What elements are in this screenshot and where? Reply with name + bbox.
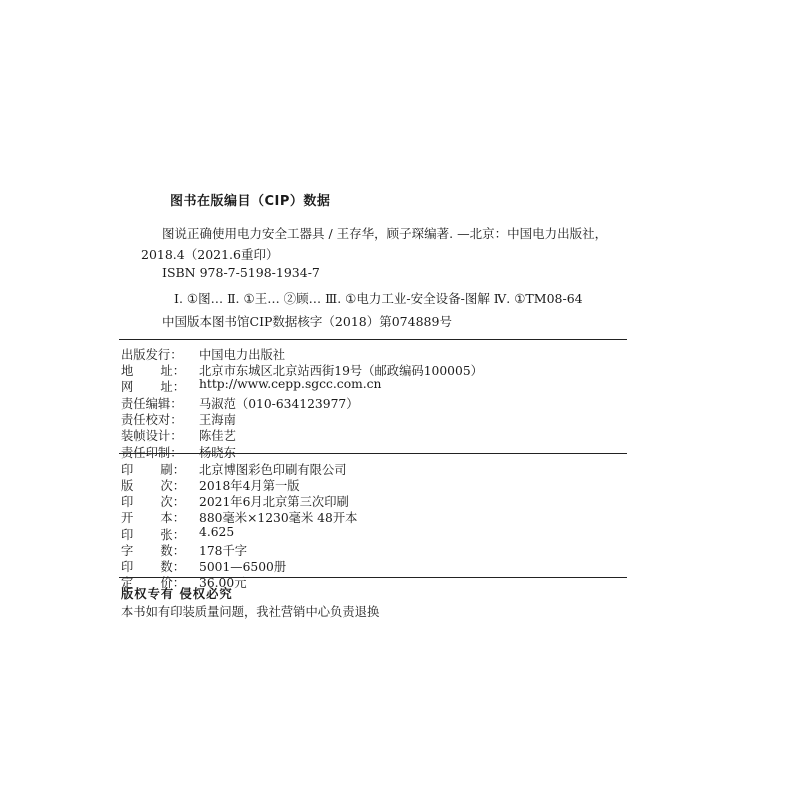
field-value: 880毫米×1230毫米 48开本 [199,511,358,525]
field-label: 印 张： [121,528,185,542]
rights-notice-title: 版权专有 侵权必究 [121,587,233,601]
divider-middle [119,453,627,454]
field-label: 装帧设计： [121,429,183,443]
field-label: 责任校对： [121,413,183,427]
field-value: 2021年6月北京第三次印刷 [199,495,349,509]
cip-title-line: 图说正确使用电力安全工器具 / 王存华，顾子琛编著. —北京：中国电力出版社， [162,226,608,241]
field-value: 王海南 [199,413,236,427]
field-value: 4.625 [199,525,235,539]
cip-classification-line: Ⅰ. ①图… Ⅱ. ①王… ②顾… Ⅲ. ①电力工业-安全设备-图解 Ⅳ. ①TM08-64 [174,291,583,306]
designer-row [121,426,236,444]
field-value: 5001—6500册 [199,560,287,574]
field-label: 网 址： [121,380,185,394]
field-value: 178千字 [199,544,248,558]
field-label: 出版发行： [121,348,183,362]
website-row [121,377,381,395]
field-label: 开 本： [121,511,185,525]
field-label: 版 次： [121,479,185,493]
field-label: 地 址： [121,364,185,378]
website-link[interactable]: http://www.cepp.sgcc.com.cn [199,377,382,391]
field-label: 印 数： [121,560,185,574]
field-value: 杨晓东 [199,446,236,460]
field-label: 定 价： [121,576,185,590]
field-value: 中国电力出版社 [199,348,286,362]
field-value: 马淑范（010-634123977） [199,397,359,411]
cip-isbn-line: ISBN 978-7-5198-1934-7 [162,265,320,280]
divider-top [119,339,627,340]
cip-heading: 图书在版编目（CIP）数据 [170,194,331,209]
field-label: 责任编辑： [121,397,183,411]
field-label: 字 数： [121,544,185,558]
rights-notice-text: 本书如有印装质量问题，我社营销中心负责退换 [121,605,380,619]
field-value: 陈佳艺 [199,429,236,443]
field-value: 北京博图彩色印刷有限公司 [199,463,347,477]
field-value: 36.00元 [199,576,247,590]
field-label: 印 刷： [121,463,185,477]
format-row [121,508,357,526]
divider-bottom [119,577,627,578]
cip-date-line: 2018.4（2021.6重印） [141,247,279,262]
cip-record-number-line: 中国版本图书馆CIP数据核字（2018）第074889号 [162,314,452,329]
field-label: 责任印制： [121,446,183,460]
print-manager-row [121,443,236,461]
field-value: 北京市东城区北京站西街19号（邮政编码100005） [199,364,483,378]
field-value: 2018年4月第一版 [199,479,300,493]
field-label: 印 次： [121,495,185,509]
